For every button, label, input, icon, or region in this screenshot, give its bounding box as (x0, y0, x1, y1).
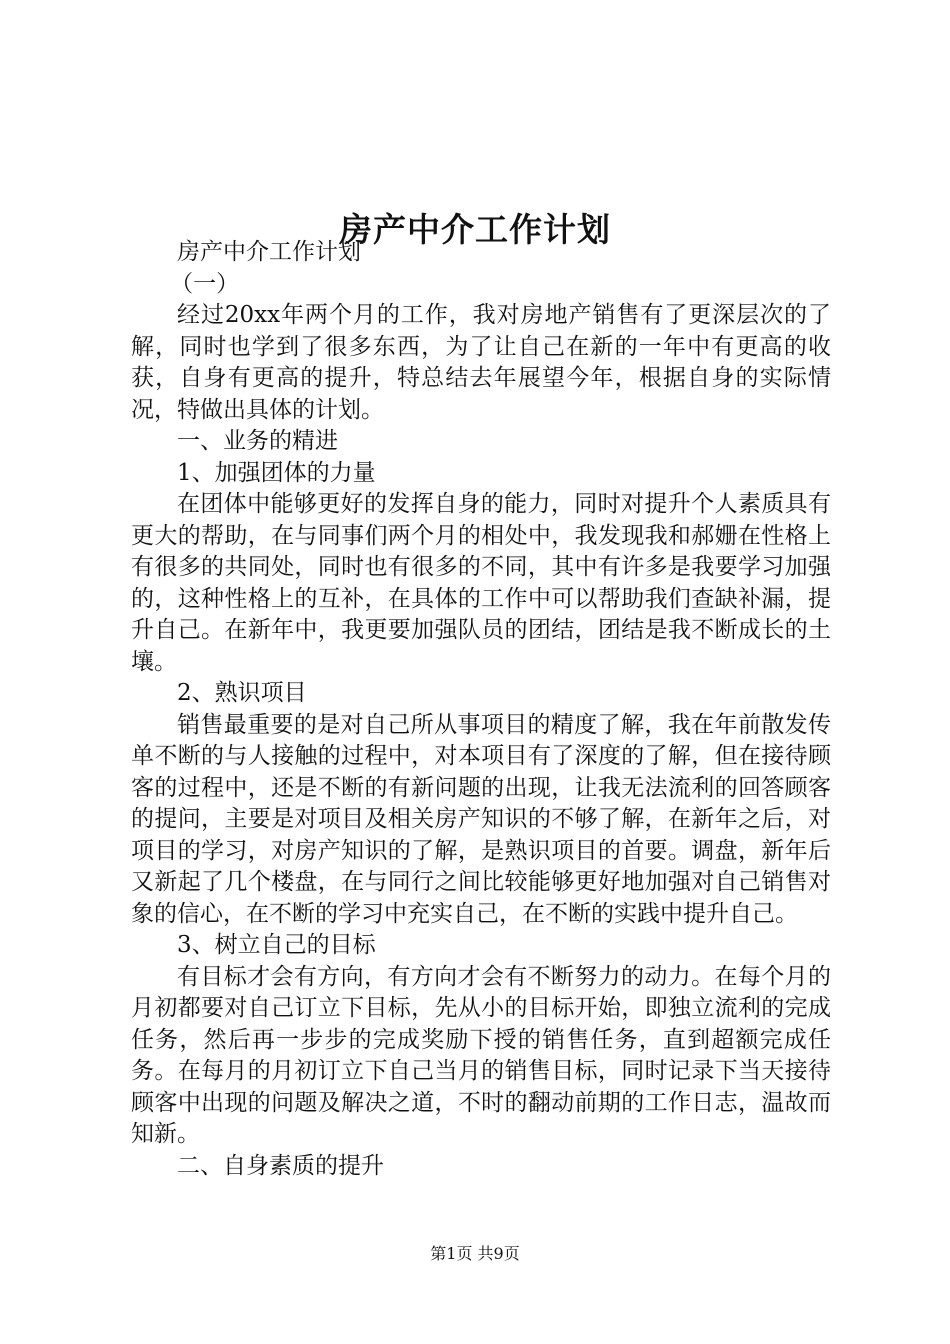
section-heading-2: 二、自身素质的提升 (177, 1152, 384, 1179)
subsection-heading-2: 2、熟识项目 (177, 680, 307, 706)
subtitle-paragraph: 房产中介工作计划 (177, 239, 361, 265)
section-number-paragraph: （一） (170, 270, 240, 297)
subsection-heading-3: 3、树立自己的目标 (177, 932, 376, 958)
document-title: 房产中介工作计划 (339, 210, 611, 250)
document-body (131, 237, 831, 1182)
goal-paragraph: 有目标才会有方向，有方向才会有不断努力的动力。在每个月的月初都要对自己订立下目标，先从小的目标开始，即独立流利的完成任务，然后再一步步的完成奖励下授的销售任务，直到超额完成任务。在每月的月初订立下自己当月的销售目标，同时记录下当天接待顾客中出现的问题及解决之道，不时的翻动前期的工作日志，温故而知新。 (131, 963, 831, 1147)
section-heading-1: 一、业务的精进 (177, 428, 338, 454)
page-number-footer: 第1页 共9页 (430, 1244, 520, 1263)
intro-paragraph: 经过20xx年两个月的工作，我对房地产销售有了更深层次的了解，同时也学到了很多东西，为了让自己在新的一年中有更高的收获，自身有更高的提升，特总结去年展望今年，根据自身的实际情况，特做出具体的计划。 (131, 302, 831, 423)
team-paragraph: 在团体中能够更好的发挥自身的能力，同时对提升个人素质具有更大的帮助，在与同事们两个月的相处中，我发现我和郝姗在性格上有很多的共同处，同时也有很多的不同，其中有许多是我要学习加强的，这种性格上的互补，在具体的工作中可以帮助我们查缺补漏，提升自己。在新年中，我更要加强队员的团结，团结是我不断成长的土壤。 (131, 491, 831, 675)
subsection-heading-1: 1、加强团体的力量 (177, 459, 376, 486)
project-paragraph: 销售最重要的是对自己所从事项目的精度了解，我在年前散发传单不断的与人接触的过程中，对本项目有了深度的了解，但在接待顾客的过程中，还是不断的有新问题的出现，让我无法流利的回答顾客的提问，主要是对项目及相关房产知识的不够了解，在新年之后，对项目的学习，对房产知识的了解，是熟识项目的首要。调盘，新年后又新起了几个楼盘，在与同行之间比较能够更好地加强对自己销售对象的信心，在不断的学习中充实自己，在不断的实践中提升自己。 (131, 711, 831, 927)
